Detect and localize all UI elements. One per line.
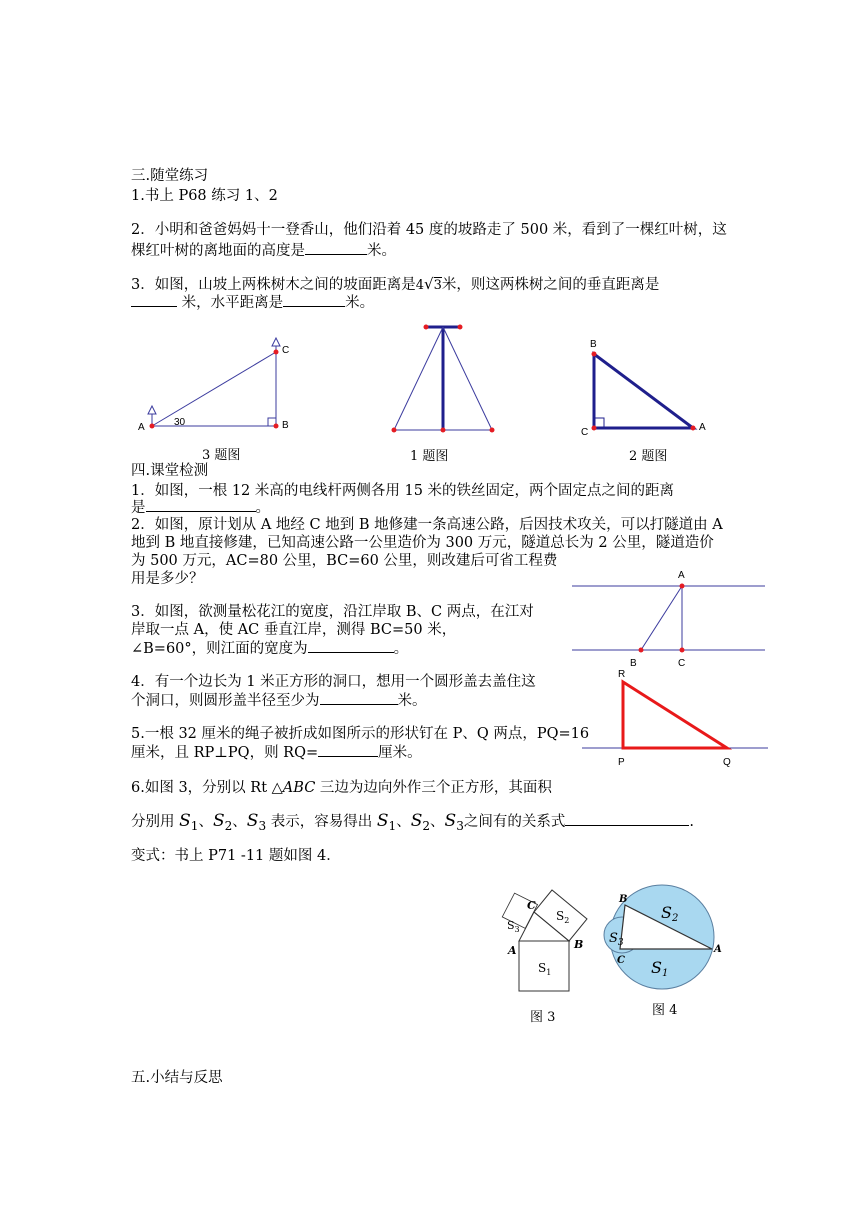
pole-figure — [380, 320, 510, 464]
answer-blank — [146, 497, 256, 512]
test-3-line-3 — [131, 638, 408, 659]
test-6-line-2 — [131, 811, 694, 836]
test-1-line-1: 1．如图，一根 12 米高的电线杆两侧各用 15 米的铁丝固定，两个固定点之间的距离 — [131, 483, 675, 499]
test-4-text-a: 个洞口，则圆形盖半径至少为 — [131, 693, 320, 709]
answer-blank — [131, 292, 177, 307]
label-a: A — [508, 944, 517, 957]
label-s3: $S_3$ — [507, 919, 520, 934]
s-symbol: S — [246, 811, 259, 831]
figure-4-circles — [603, 878, 728, 1023]
subscript: 1 — [388, 818, 397, 833]
label-s1: S1 — [651, 958, 669, 979]
separator: 、 — [198, 814, 213, 830]
label-b: B — [590, 339, 597, 350]
right-triangle-figure — [575, 335, 725, 464]
figure-caption: 1 题图 — [410, 449, 449, 464]
s-symbol: S — [179, 811, 191, 831]
test-6-text-d: 表示，容易得出 — [270, 814, 373, 830]
label-b: B — [630, 658, 637, 669]
s-symbol: S — [376, 811, 389, 831]
answer-blank — [565, 811, 689, 826]
test-2-line-4: 用是多少？ — [131, 571, 204, 587]
test-6-text-b: 三边为边向外作三个正方形，其面积 — [319, 780, 552, 796]
label-s2: $S_2$ — [556, 909, 570, 925]
label-p: P — [618, 757, 625, 768]
separator: 、 — [430, 814, 445, 830]
test-2-line-3: 为 500 万元，AC=80 公里，BC=60 公里，则改建后可省工程费 — [131, 553, 558, 569]
exercise-3-line-2 — [131, 292, 374, 313]
tree-icon — [148, 406, 156, 414]
exercise-3-text-c: 米，水平距离是 — [181, 295, 284, 311]
river-figure — [570, 565, 770, 670]
label-c: C — [617, 955, 625, 966]
test-1-text-b: 。 — [255, 500, 270, 516]
s-symbol: S — [410, 811, 423, 831]
figure-caption: 3 题图 — [202, 448, 241, 463]
test-3-text-a: ∠B=60°，则江面的宽度为 — [131, 641, 308, 657]
tree-icon — [272, 338, 280, 346]
sqrt-expression: 4√3 — [415, 275, 442, 293]
label-a: A — [678, 570, 685, 581]
triangle-abc: ABC — [282, 780, 316, 796]
exercise-1-text: 1.书上 P68 练习 1、2 — [131, 188, 278, 204]
answer-blank — [308, 638, 394, 653]
test-6-text-c: 分别用 — [131, 814, 175, 830]
subscript: 3 — [258, 818, 267, 833]
sqrt-coefficient: 4 — [415, 278, 425, 293]
variant-text: 变式：书上 P71 -11 题如图 4． — [131, 848, 341, 864]
exercise-2-line-2 — [131, 240, 396, 261]
answer-blank — [283, 292, 345, 307]
exercise-2-text-b: 米。 — [367, 243, 396, 259]
subscript: 1 — [190, 818, 199, 833]
slope-figure — [130, 330, 300, 463]
answer-blank — [318, 742, 378, 757]
angle-label: 30 — [174, 417, 186, 428]
exercise-2-text-a: 棵红叶树的离地面的高度是 — [131, 243, 305, 259]
section-5-heading: 五.小结与反思 — [131, 1070, 223, 1086]
test-2-line-2: 地到 B 地直接修建，已知高速公路一公里造价为 300 万元，隧道总长为 2 公里，隧道造价 — [131, 535, 714, 551]
exercise-3-text-b: 米，则这两株树之间的垂直距离是 — [441, 277, 660, 293]
section-3-heading: 三.随堂练习 — [131, 168, 209, 184]
label-b: B — [282, 420, 289, 431]
test-6-text-e: 之间有的关系式 — [463, 814, 566, 830]
subscript: 2 — [422, 818, 431, 833]
label-b: B — [619, 894, 628, 905]
label-r: R — [618, 669, 626, 680]
label-b: B — [574, 938, 584, 951]
test-6-text-a: 6.如图 3，分别以 Rt △ — [131, 780, 283, 796]
test-6-text-f: . — [689, 814, 694, 830]
test-5-text-a: 厘米，且 RP⊥PQ，则 RQ= — [131, 745, 319, 761]
figure-caption: 2 题图 — [629, 449, 668, 464]
test-5-line-2 — [131, 742, 422, 763]
label-s3: $S_3$ — [609, 931, 624, 948]
test-6-line-1 — [131, 778, 552, 798]
label-a: A — [714, 944, 722, 955]
test-3-text-b: 。 — [393, 641, 409, 657]
test-3-line-2: 岸取一点 A，使 AC 垂直江岸，测得 BC=50 米， — [131, 622, 457, 638]
exercise-2-line-1: 2．小明和爸爸妈妈十一登香山，他们沿着 45 度的坡路走了 500 米，看到了一棵红叶树，这 — [131, 222, 727, 238]
test-4-text-b: 米。 — [397, 693, 427, 709]
exercise-3-text-d: 米。 — [345, 295, 375, 311]
test-5-line-1: 5.一根 32 厘米的绳子被折成如图所示的形状钉在 P、Q 两点，PQ=16 — [131, 726, 590, 742]
label-c: C — [581, 427, 589, 438]
label-c: C — [678, 658, 686, 669]
s-symbol: S — [444, 811, 457, 831]
figure-3-squares — [498, 882, 608, 1027]
answer-blank — [305, 240, 367, 255]
label-q: Q — [723, 757, 731, 768]
sqrt-radicand: 3 — [433, 278, 442, 293]
rope-figure — [580, 668, 770, 770]
test-5-text-b: 厘米。 — [378, 745, 422, 761]
subscript: 2 — [224, 818, 233, 833]
figure-caption: 图 3 — [530, 1010, 556, 1025]
test-4-line-1: 4．有一个边长为 1 米正方形的洞口，想用一个圆形盖去盖住这 — [131, 674, 536, 690]
figure-caption: 图 4 — [652, 1003, 678, 1018]
separator: 、 — [232, 814, 247, 830]
test-3-line-1: 3．如图，欲测量松花江的宽度，沿江岸取 B、C 两点，在江对 — [131, 604, 534, 620]
label-a: A — [699, 422, 706, 433]
answer-blank — [320, 690, 398, 705]
section-4-heading: 四.课堂检测 — [131, 463, 209, 479]
label-s1: $S_1$ — [538, 961, 552, 977]
label-a: A — [138, 422, 145, 433]
separator: 、 — [396, 814, 411, 830]
test-4-line-2 — [131, 690, 427, 711]
subscript: 3 — [456, 818, 464, 833]
label-s2: S2 — [661, 903, 679, 924]
label-c: C — [282, 345, 290, 356]
exercise-3-text-a: 3．如图，山坡上两株树木之间的坡面距离是 — [131, 277, 416, 293]
s-symbol: S — [212, 811, 225, 831]
test-1-text-a: 是 — [131, 500, 146, 516]
test-2-line-1: 2．如图，原计划从 A 地经 C 地到 B 地修建一条高速公路，后因技术攻关，可以打隧道由 A — [131, 517, 723, 533]
label-c: C — [527, 899, 536, 912]
